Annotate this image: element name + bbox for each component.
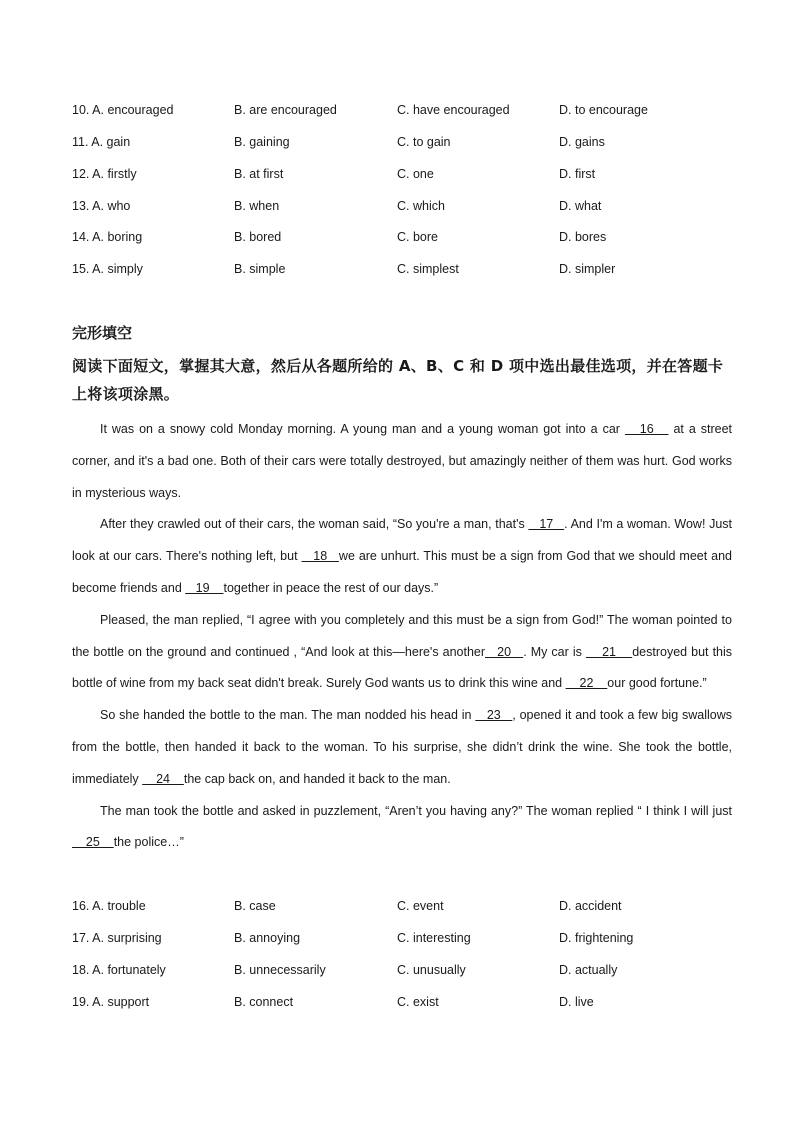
- option-a: 11. A. gain: [72, 135, 131, 149]
- question-16-options: [72, 896, 752, 916]
- option-b: B. simple: [234, 262, 286, 276]
- option-c: C. bore: [397, 230, 438, 244]
- option-d: D. accident: [559, 899, 622, 913]
- option-a: 17. A. surprising: [72, 931, 162, 945]
- passage-paragraph-4: So she handed the bottle to the man. The man nodded his head in 23 , opened it and took a few big swallows from the bottle, then handed it back to the woman. To his surprise, she didn’t drink the wine. She took the bottle, immediately 24 the cap back on, and handed it back to the man.: [72, 708, 732, 786]
- passage-paragraph-2: After they crawled out of their cars, the woman said, “So you're a man, that's 17 . And I'm a woman. Wow! Just look at our cars. There's nothing left, but 18 we are unhurt. This must be a sign from God that we should meet and become friends and 19 together in peace the rest of our days.”: [72, 517, 733, 595]
- option-c: C. unusually: [397, 963, 466, 977]
- blank-24: 24: [142, 771, 184, 786]
- option-b: B. when: [234, 199, 280, 213]
- option-b: B. bored: [234, 230, 282, 244]
- blank-16: 16: [624, 422, 669, 436]
- option-c: C. have encouraged: [397, 103, 510, 117]
- question-18-options: [72, 960, 752, 980]
- passage-paragraph-5: The man took the bottle and asked in puzzlement, “Aren’t you having any?” The woman replied “ I think I will just 25 the police…”: [72, 803, 732, 850]
- option-c: C. simplest: [397, 262, 459, 276]
- option-d: D. bores: [559, 230, 607, 244]
- option-d: D. frightening: [559, 931, 634, 945]
- option-a: 18. A. fortunately: [72, 963, 166, 977]
- passage-paragraph-1: It was on a snowy cold Monday morning. A young man and a young woman got into a car 16 at a street corner, and it's a bad one. Both of their cars were totally destroyed, but amazingly neither of them was hurt. God works in mysterious ways.: [72, 422, 732, 500]
- blank-23: 23: [475, 708, 513, 723]
- blank-20: 20: [485, 644, 524, 659]
- question-14-options: [72, 227, 752, 247]
- option-a: 19. A. support: [72, 995, 150, 1009]
- passage-paragraph-3: Pleased, the man replied, “I agree with you completely and this must be a sign from God!” The woman pointed to the bottle on the ground and continued , “And look at this—here's another 20 . My car is 21 destroyed but this bottle of wine from my back seat didn't break. Surely God wants us to drink this wine and 22 our good fortune.”: [72, 612, 733, 691]
- blank-17: 17: [528, 517, 565, 532]
- option-c: C. event: [397, 899, 444, 913]
- question-11-options: [72, 132, 752, 152]
- option-a: 16. A. trouble: [72, 899, 146, 913]
- cloze-passage: [72, 414, 732, 859]
- option-d: D. first: [559, 167, 596, 181]
- question-19-options: [72, 992, 752, 1012]
- blank-18: 18: [301, 549, 339, 564]
- blank-22: 22: [565, 676, 608, 691]
- option-d: D. what: [559, 199, 602, 213]
- option-d: D. to encourage: [559, 103, 648, 117]
- option-a: 14. A. boring: [72, 230, 143, 244]
- option-b: B. unnecessarily: [234, 963, 326, 977]
- option-c: C. which: [397, 199, 445, 213]
- section-title: 完形填空: [72, 324, 133, 342]
- option-a: 10. A. encouraged: [72, 103, 174, 117]
- question-13-options: [72, 196, 752, 216]
- option-b: B. connect: [234, 995, 294, 1009]
- option-c: C. exist: [397, 995, 439, 1009]
- option-a: 13. A. who: [72, 199, 131, 213]
- option-d: D. actually: [559, 963, 618, 977]
- option-b: B. annoying: [234, 931, 301, 945]
- section-instructions: 阅读下面短文，掌握其大意，然后从各题所给的 A、B、C 和 D 项中选出最佳选项，并在答题卡上将该项涂黑。: [72, 357, 724, 403]
- question-12-options: [72, 164, 752, 184]
- option-d: D. live: [559, 995, 594, 1009]
- blank-19: 19: [185, 580, 224, 595]
- option-b: B. are encouraged: [234, 103, 337, 117]
- option-d: D. gains: [559, 135, 605, 149]
- option-d: D. simpler: [559, 262, 616, 276]
- option-a: 12. A. firstly: [72, 167, 137, 181]
- question-15-options: [72, 259, 752, 279]
- question-17-options: [72, 928, 752, 948]
- option-b: B. gaining: [234, 135, 290, 149]
- blank-21: 21: [585, 644, 633, 659]
- option-c: C. one: [397, 167, 434, 181]
- option-c: C. to gain: [397, 135, 451, 149]
- question-10-options: [72, 100, 752, 120]
- option-a: 15. A. simply: [72, 262, 143, 276]
- blank-25: 25: [72, 835, 114, 850]
- option-b: B. case: [234, 899, 276, 913]
- option-b: B. at first: [234, 167, 284, 181]
- option-c: C. interesting: [397, 931, 471, 945]
